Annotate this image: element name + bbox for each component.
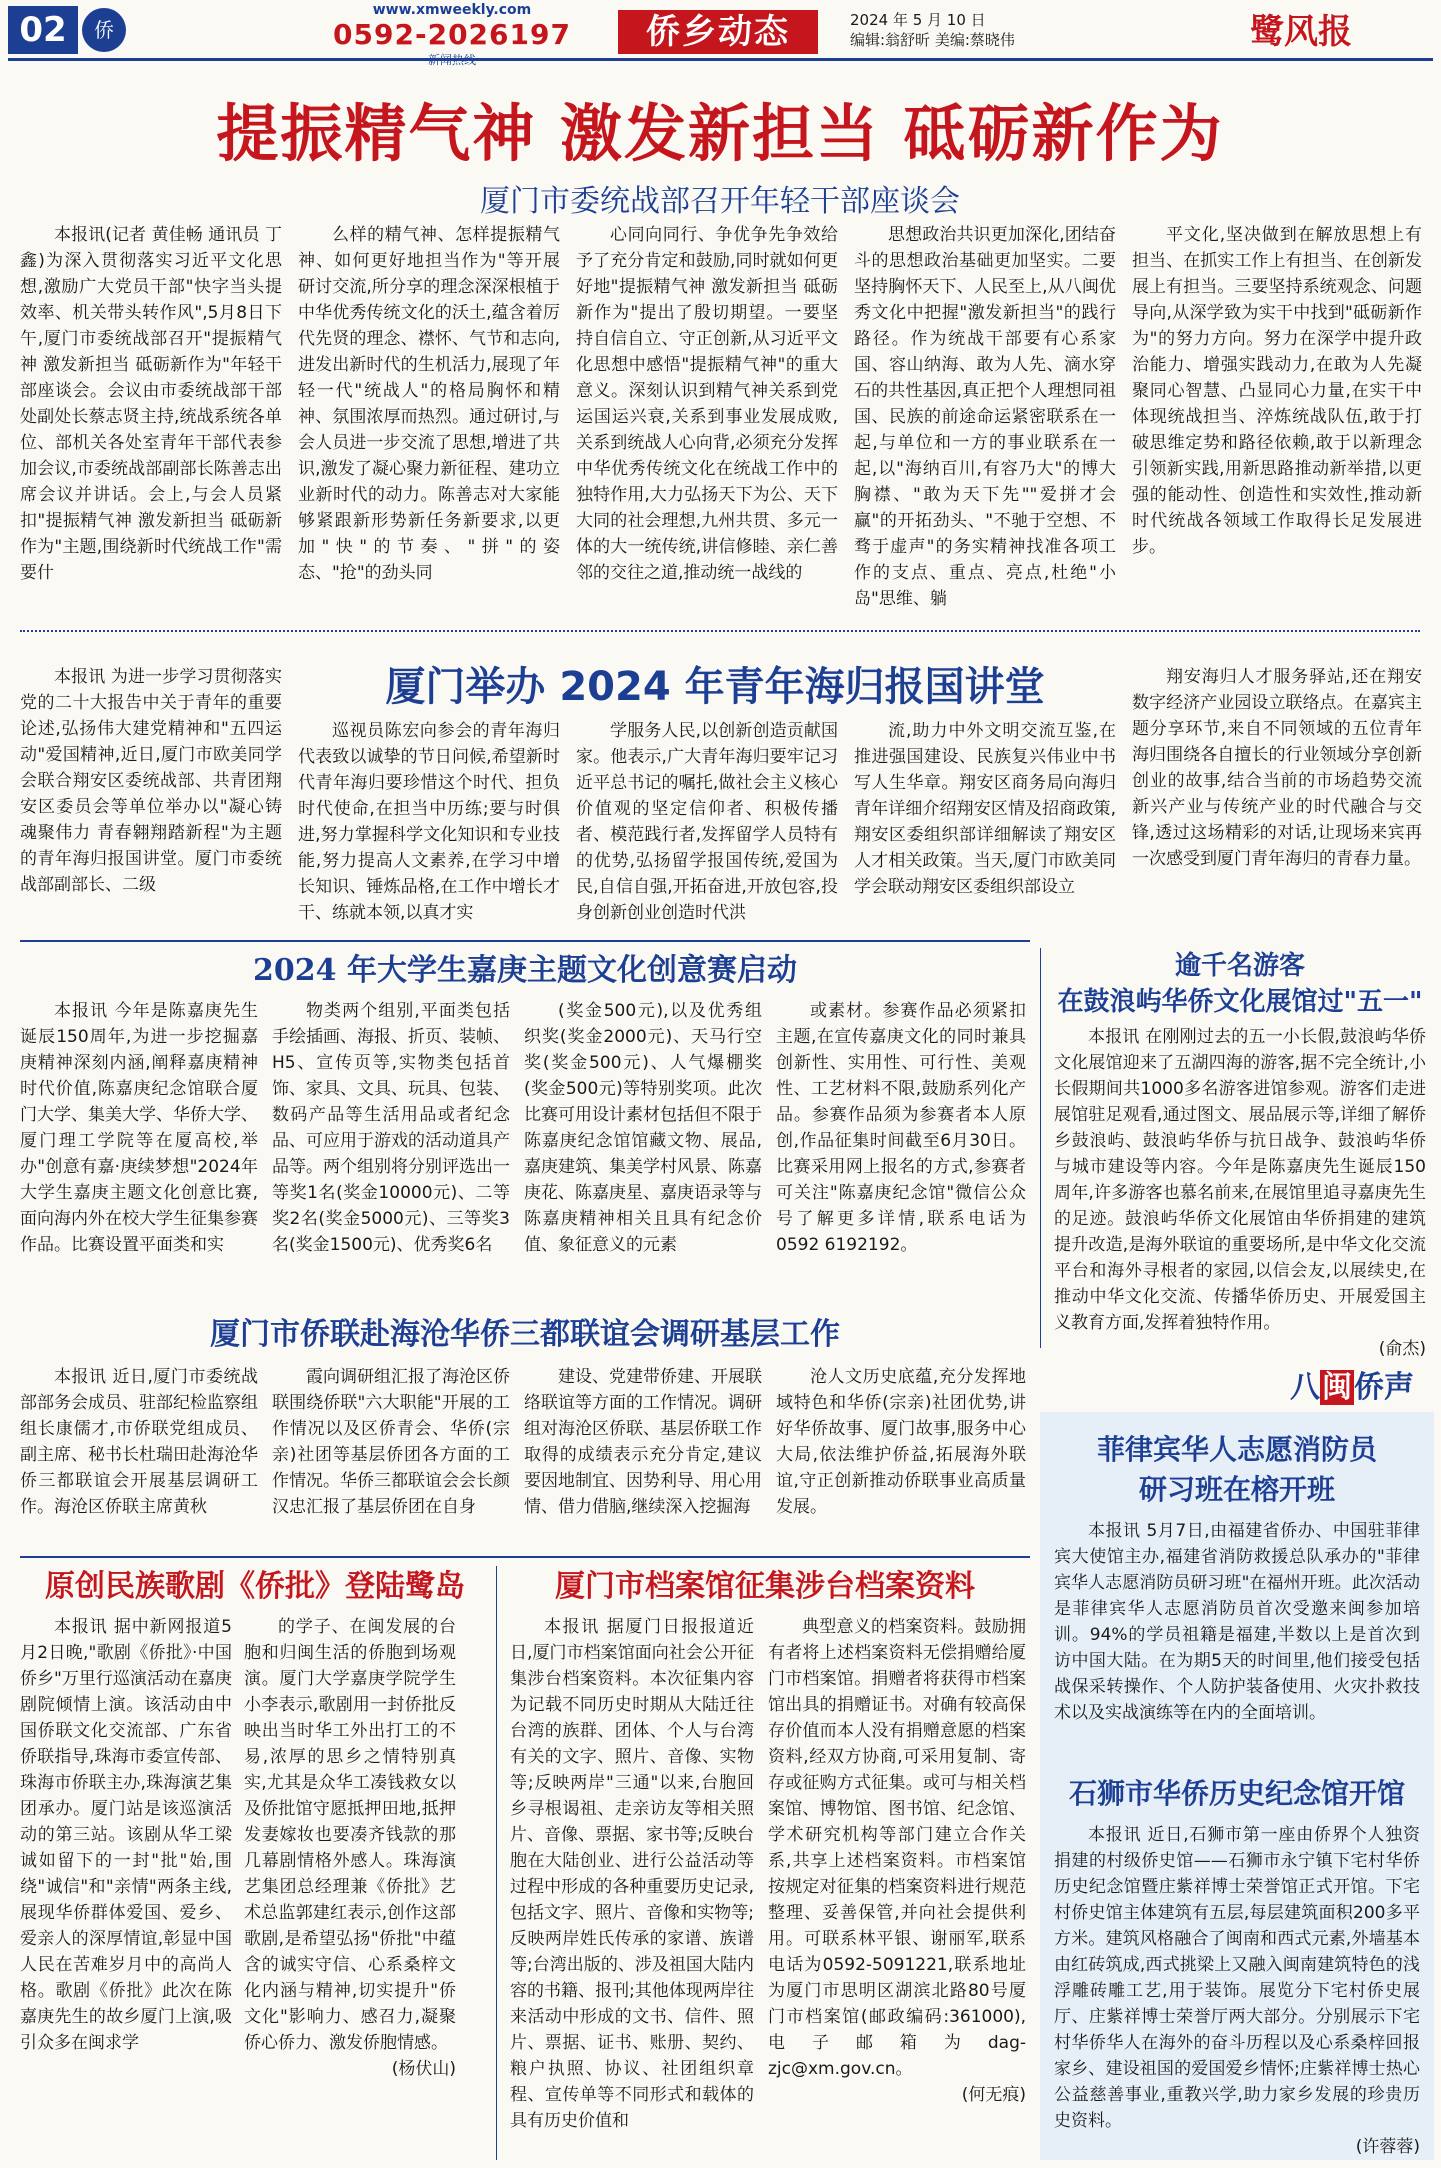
opera-column-1: 本报讯 据中新网报道5月2日晚,"歌剧《侨批》·中国侨乡"万里行巡演活动在嘉庚剧院倾情上演。该活动由中国侨联文化交流部、广东省侨联指导,珠海市委宣传部、珠海市侨联主办,珠海演艺集团承办。厦门站是该巡演活动的第三站。该剧从华工梁诚如留下的一封"批"始,围绕"诚信"和"亲情"两条主线,展现华侨群体爱国、爱乡、爱亲人的深厚情谊,彰显中国人民在苦难岁月中的高尚人格。歌剧《侨批》此次在陈嘉庚先生的故乡厦门上演,吸引众多在闽求学 [20,1617,232,2053]
website[interactable]: www.xmweekly.com [372,2,532,18]
opera-author: (杨伏山) [391,2059,456,2079]
issue-editors: 编辑:翁舒昕 美编:蔡晓伟 [850,31,1015,49]
gulangyu-headline-1: 逾千名游客 [1174,951,1305,981]
haicang-column-1: 本报讯 近日,厦门市委统战部部务会成员、驻部纪检监察组组长康儒才,市侨联党组成员、副主席、秘书长杜瑞田赴海沧华侨三都联谊会开展基层调研工作。海沧区侨联主席黄秋 [20,1367,258,1517]
kahkee-headline: 2024 年大学生嘉庚主题文化创意赛启动 [253,953,797,988]
haicang-column-3: 建设、党建带侨建、开展联络联谊等方面的工作情况。调研组对海沧区侨联、基层侨联工作取得的成绩表示充分肯定,建议要因地制宜、因势利导、用心用情、借力借脑,继续深入挖掘海 [524,1367,762,1517]
haicang-column-4: 沧人文历史底蕴,充分发挥地域特色和华侨(宗亲)社团优势,讲好华侨故事、厦门故事,服务中心大局,依法维护侨益,拓展海外联谊,守正创新推动侨联事业高质量发展。 [776,1367,1026,1517]
youth-column-1: 本报讯 为进一步学习贯彻落实党的二十大报告中关于青年的重要论述,弘扬伟大建党精神和"五四运动"爱国精神,近日,厦门市欧美同学会联合翔安区委统战部、共青团翔安区委员会等单位举办以"凝心铸魂聚伟力 青春翱翔踏新程"为主题的青年海归报国讲堂。厦门市委统战部副部长、二级 [20,667,282,895]
youth-column-5: 翔安海归人才服务驿站,还在翔安数字经济产业园设立联络点。在嘉宾主题分享环节,来自不同领域的五位青年海归围绕各自擅长的行业领域分享创新创业的故事,结合当前的市场趋势交流新兴产业与传统产业的时代融合与交锋,透过这场精彩的对话,让现场来宾再一次感受到厦门青年海归的青春力量。 [1132,667,1422,869]
kahkee-column-1: 本报讯 今年是陈嘉庚先生诞辰150周年,为进一步挖掘嘉庚精神深刻内涵,阐释嘉庚精神时代价值,陈嘉庚纪念馆联合厦门大学、集美大学、华侨大学、厦门理工学院等在厦高校,举办"创意有嘉·庚续梦想"2024年大学生嘉庚主题文化创意比赛,面向海内外在校大学生征集参赛作品。比赛设置平面类和实 [20,1001,258,1255]
youth-divider [20,940,1030,942]
lead-column-5: 平文化,坚决做到在解放思想上有担当、在抓实工作上有担当、在创新发展上有担当。三要坚持系统观念、问题导向,从深学致为实干中找到"砥砺新作为"的努力方向。努力在深学中提升政治能力、增强实践动力,在敢为人先凝聚同心智慧、凸显同心力量,在实干中体现统战担当、淬炼统战队伍,敢于打破思维定势和路径依赖,敢于以新理念引领新实践,用新思路推动新举措,以更强的能动性、创造性和实效性,推动新时代统战各领域工作取得长足发展进步。 [1132,225,1422,557]
kahkee-column-4: 或素材。参赛作品必须紧扣主题,在宣传嘉庚文化的同时兼具创新性、实用性、可行性、美观性、工艺材料不限,鼓励系列化产品。参赛作品须为参赛者本人原创,作品征集时间截至6月30日。比赛采用网上报名的方式,参赛者可关注"陈嘉庚纪念馆"微信公众号了解更多详情,联系电话为0592 6192192。 [776,1001,1026,1255]
archive-column-1: 本报讯 据厦门日报报道近日,厦门市档案馆面向社会公开征集涉台档案资料。本次征集内容为记载不同历史时期从大陆迁往台湾的族群、团体、个人与台湾有关的文字、照片、音像、实物等;反映两岸"三通"以来,台胞回乡寻根谒祖、走亲访友等相关照片、音像、票据、家书等;反映台胞在大陆创业、进行公益活动等过程中形成的各种重要历史记录,包括文字、照片、音像和实物等;反映两岸姓氏传承的家谱、族谱等;台湾出版的、涉及祖国大陆内容的书籍、报刊;其他体现两岸往来活动中形成的文书、信件、照片、票据、证书、账册、契约、粮户执照、协议、社团组织章程、宣传单等不同形式和载体的具有历史价值和 [510,1617,754,2131]
youth-headline: 厦门举办 2024 年青年海归报国讲堂 [385,664,1045,710]
lead-column-2: 么样的精气神、怎样提振精气神、如何更好地担当作为"等开展研讨交流,所分享的理念深深根植于中华优秀传统文化的沃土,蕴含着厉代先贤的理念、襟怀、气节和志向,进发出新时代的生机活力,展现了年轻一代"统战人"的格局胸怀和精神、氛围浓厚而热烈。通过研讨,与会人员进一步交流了思想,增进了共识,激发了凝心聚力新征程、建功立业新时代的动力。陈善志对大家能够紧跟新形势新任务新要求,以更加"快"的节奏、"拼"的姿态、"抢"的劲头同 [298,225,560,583]
haicang-divider [20,1556,1030,1558]
archive-author: (何无痕) [961,2085,1026,2105]
shishi-body: 本报讯 近日,石狮市第一座由侨界个人独资捐建的村级侨史馆——石狮市永宁镇下宅村华侨历史纪念馆暨庄紫祥博士荣誉馆正式开馆。下宅村侨史馆主体建筑有五层,每层建筑面积200多平方米。建筑风格融合了闽南和西式元素,外墙基本由红砖筑成,西式挑梁上又融入闽南建筑特色的浅浮雕砖雕工艺,用于装饰。展览分下宅村侨史展厅、庄紫祥博士荣誉厅两大部分。分别展示下宅村华侨华人在海外的奋斗历程以及心系桑梓回报家乡、建设祖国的爱国爱乡情怀;庄紫祥博士热心公益慈善事业,重教兴学,助力家乡发展的珍贵历史资料。 (许蓉蓉) [1054,1822,1420,2168]
shishi-headline: 石狮市华侨历史纪念馆开馆 [1068,1777,1405,1810]
sidebar [1040,1412,1434,2160]
issue-info [850,10,1015,50]
archive-column-2: 典型意义的档案资料。鼓励拥有者将上述档案资料无偿捐赠给厦门市档案馆。捐赠者将获得市档案馆出具的捐赠证书。对确有较高保存价值而本人没有捐赠意愿的档案资料,经双方协商,可采用复制、寄存或征购方式征集。或可与相关档案馆、博物馆、图书馆、纪念馆、学术研究机构等部门建立合作关系,共享上述档案资料。市档案馆按规定对征集的档案资料进行规范整理、妥善保管,并向社会提供利用。可联系林平银、谢丽军,联系电话为0592-5091221,联系地址为厦门市思明区湖滨北路80号厦门市档案馆(邮政编码:361000),电子邮箱为dag-zjc@xm.gov.cn。 (何无痕) [768,1614,1026,2162]
philippines-headline-2: 研习班在榕开班 [1138,1473,1335,1506]
page-number: 02 [8,6,78,54]
lead-headline: 提振精气神 激发新担当 砥砺新作为 [216,97,1224,170]
youth-column-2: 巡视员陈宏向参会的青年海归代表致以诚挚的节日问候,希望新时代青年海归要珍惜这个时代、担负时代使命,在担当中历练;要与时俱进,努力掌握科学文化知识和专业技能,努力提高人文素养,在学习中增长知识、锤炼品格,在工作中增长才干、练就本领,以真才实 [298,721,560,923]
lead-subheadline: 厦门市委统战部召开年轻干部座谈会 [480,184,960,219]
section-title: 侨乡动态 [618,10,818,54]
column-separator-bottom [496,1566,497,2160]
gulangyu-author: (俞杰) [1378,1339,1426,1359]
lead-column-1: 本报讯(记者 黄佳畅 通讯员 丁鑫)为深入贯彻落实习近平文化思想,激励广大党员干部"快字当头提效率、机关带头转作风",5月8日下午,厦门市委统战部召开"提振精气神 激发新担当 砥砺新作为"年轻干部座谈会。会议由市委统战部干部处副处长蔡志贤主持,统战系统各单位、部机关各处室青年干部代表参加会议,市委统战部副部长陈善志出席会议并讲话。会上,与会人员紧扣"提振精气神 激发新担当 砥砺新作为"主题,围绕新时代统战工作"需要什 [20,225,282,583]
hotline-phone: 0592-2026197 [333,18,571,51]
opera-headline: 原创民族歌剧《侨批》登陆鹭岛 [45,1569,465,1604]
lead-column-4: 思想政治共识更加深化,团结奋斗的思想政治基础更加坚实。二要坚持胸怀天下、人民至上,从八闽优秀文化中把握"激发新担当"的践行路径。作为统战干部要有心系家国、容山纳海、敢为人先、滴水穿石的共性基因,真正把个人理想同祖国、民族的前途命运紧密联系在一起,与单位和一方的事业联系在一起,以"海纳百川,有容乃大"的博大胸襟、"敢为天下先""爱拼才会赢"的开拓劲头、"不驰于空想、不骛于虚声"的务实精神找准各项工作的支点、重点、亮点,杜绝"小岛"思维、躺 [854,225,1116,609]
bamin-qiaosheng-label: 八闽侨声 [1290,1370,1414,1405]
haicang-headline: 厦门市侨联赴海沧华侨三都联谊会调研基层工作 [210,1317,840,1352]
masthead-rule [8,58,1433,61]
philippines-headline-1: 菲律宾华人志愿消防员 [1096,1433,1377,1466]
archive-headline: 厦门市档案馆征集涉台档案资料 [555,1569,975,1604]
gulangyu-headline-2: 在鼓浪屿华侨文化展馆过"五一" [1057,987,1423,1017]
paper-name: 鹭风报 [1250,12,1352,52]
shishi-author: (许蓉蓉) [1355,2137,1420,2157]
kahkee-column-3: (奖金500元),以及优秀组织奖(奖金2000元)、天马行空奖(奖金500元)、人气爆棚奖(奖金500元)等特别奖项。此次比赛可用设计素材包括但不限于陈嘉庚纪念馆馆藏文物、展品,嘉庚建筑、集美学村风景、陈嘉庚花、陈嘉庚星、嘉庚语录等与陈嘉庚精神相关且具有纪念价值、象征意义的元素 [524,1001,762,1255]
lead-divider [20,630,1420,632]
philippines-body: 本报讯 5月7日,由福建省侨办、中国驻菲律宾大使馆主办,福建省消防救援总队承办的"菲律宾华人志愿消防员研习班"在福州开班。此次活动是菲律宾华人志愿消防员首次受邀来闽参加培训。94%的学员祖籍是福建,半数以上是首次到访中国大陆。在为期5天的时间里,他们接受包括战保采转操作、个人防护装备使用、火灾扑救技术以及实战演练等在内的全面培训。 [1054,1521,1420,1723]
lead-column-3: 心同向同行、争优争先争效给予了充分肯定和鼓励,同时就如何更好地"提振精气神 激发新担当 砥砺新作为"提出了殷切期望。一要坚持自信自立、守正创新,从习近平文化思想中感悟"提振精气神"的重大意义。深刻认识到精气神关系到党运国运兴衰,关系到事业发展成败,关系到统战人心向背,必须充分发挥中华优秀传统文化在统战工作中的独特作用,大力弘扬天下为公、天下大同的社会理想,九州共贯、多元一体的大一统传统,讲信修睦、亲仁善邻的交往之道,推动统一战线的 [576,225,838,583]
gulangyu-body: 本报讯 在刚刚过去的五一小长假,鼓浪屿华侨文化展馆迎来了五湖四海的游客,据不完全统计,小长假期间共1000多名游客进馆参观。游客们走进展馆驻足观看,通过图文、展品展示等,详细了解侨乡鼓浪屿、鼓浪屿华侨与抗日战争、鼓浪屿华侨与城市建设等内容。今年是陈嘉庚先生诞辰150周年,许多游客也慕名前来,在展馆里追寻嘉庚先生的足迹。鼓浪屿华侨文化展馆由华侨捐建的建筑提升改造,是海外联谊的重要场所,是中华文化交流平台和海外寻根者的家园,以信会友,以展续史,在推动中华文化交流、传播华侨历史、开展爱国主义教育方面,发挥着独特作用。 (俞杰) [1054,1024,1426,1344]
kahkee-column-2: 物类两个组别,平面类包括手绘插画、海报、折页、装帧、H5、宣传页等,实物类包括首饰、家具、文具、玩具、包装、数码产品等生活用品或者纪念品、可应用于游戏的活动道具产品等。两个组别将分别评选出一等奖1名(奖金10000元)、二等奖2名(奖金5000元)、三等奖3名(奖金1500元)、优秀奖6名 [272,1001,510,1255]
opera-column-2: 的学子、在闽发展的台胞和归闽生活的侨胞到场观演。厦门大学嘉庚学院学生小李表示,歌剧用一封侨批反映出当时华工外出打工的不易,浓厚的思乡之情特别真实,尤其是众华工凑钱救女以及侨批馆守愿抵押田地,抵押发妻嫁妆也要凑齐钱款的那几幕剧情格外感人。珠海演艺集团总经理兼《侨批》艺术总监郭建红表示,创作这部歌剧,是希望弘扬"侨批"中蕴含的诚实守信、心系桑梓文化内涵与精神,切实提升"侨文化"影响力、感召力,凝聚侨心侨力、激发侨胞情感。 (杨伏山) [244,1614,456,2162]
column-separator [1040,948,1041,1348]
youth-column-4: 流,助力中外文明交流互鉴,在推进强国建设、民族复兴伟业中书写人生华章。翔安区商务局向海归青年详细介绍翔安区情及招商政策,翔安区委组织部详细解读了翔安区人才相关政策。当天,厦门市欧美同学会联动翔安区委组织部设立 [854,721,1116,897]
overseas-chinese-logo-icon: 侨 [82,8,126,52]
issue-date: 2024 年 5 月 10 日 [850,11,986,29]
haicang-column-2: 霞向调研组汇报了海沧区侨联围绕侨联"六大职能"开展的工作情况以及区侨青会、华侨(宗亲)社团等基层侨团各方面的工作情况。华侨三都联谊会会长颜汉忠汇报了基层侨团在自身 [272,1367,510,1517]
youth-column-3: 学服务人民,以创新创造贡献国家。他表示,广大青年海归要牢记习近平总书记的嘱托,做社会主义核心价值观的坚定信仰者、积极传播者、模范践行者,发挥留学人员特有的优势,弘扬留学报国传统,爱国为民,自信自强,开拓奋进,开放包容,投身创新创业创造时代洪 [576,721,838,923]
